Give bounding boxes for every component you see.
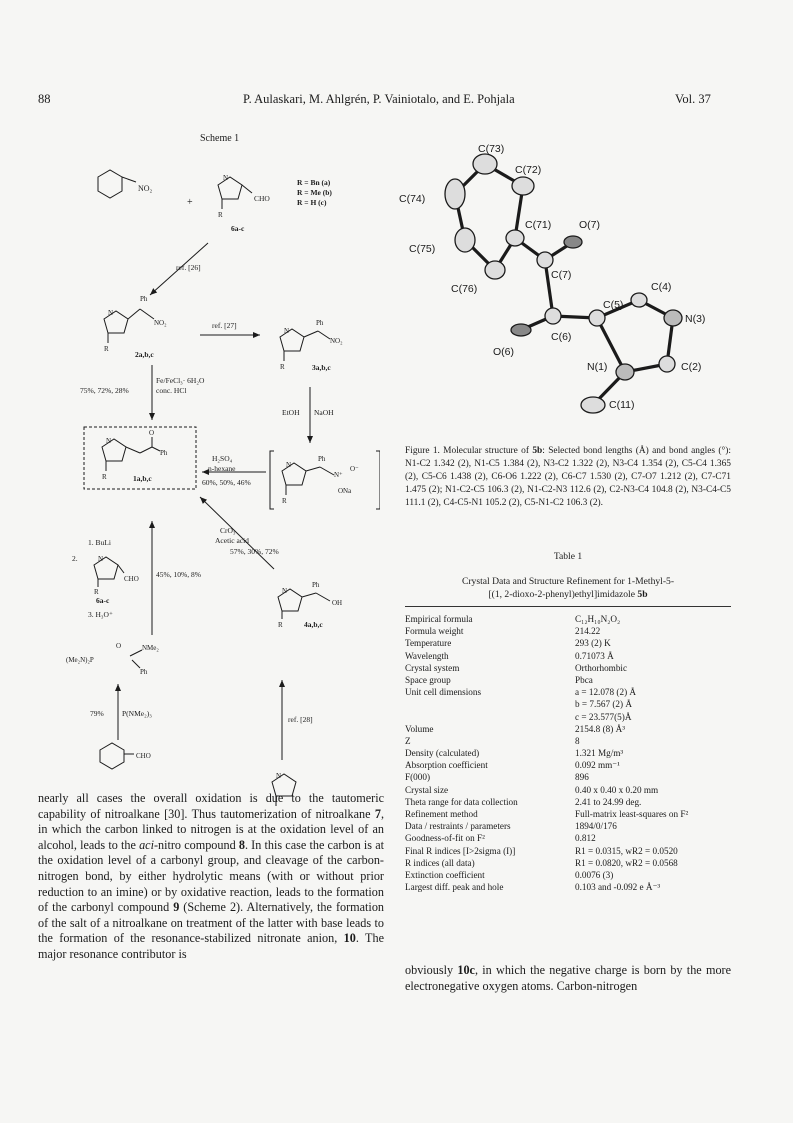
r-definition: R = Bn (a) — [297, 178, 331, 187]
table-row-value: 0.0076 (3) — [575, 869, 614, 880]
svg-text:N: N — [108, 309, 114, 317]
svg-text:O: O — [149, 429, 155, 437]
table-row-key: Crystal size — [405, 784, 449, 795]
svg-text:O(7): O(7) — [579, 219, 600, 231]
table-top-rule — [405, 606, 731, 607]
svg-text:ONa: ONa — [338, 487, 352, 495]
reagent-hcl: conc. HCl — [156, 386, 187, 395]
svg-text:R: R — [280, 363, 285, 371]
table-row-key: Empirical formula — [405, 614, 473, 624]
table-title: Crystal Data and Structure Refinement for 1-Methyl-5- [(1, 2-dioxo-2-phenyl)ethyl]imidazole 5b — [461, 576, 675, 600]
table-row-value: a = 12.078 (2) Å — [575, 687, 637, 698]
scheme-1-lower — [60, 640, 380, 775]
table-label: Table 1 — [553, 551, 583, 562]
svg-text:Ph: Ph — [140, 295, 148, 303]
fe-yield: 75%, 72%, 28% — [80, 386, 129, 395]
svg-text:O(6): O(6) — [493, 346, 514, 358]
reagent-naoh: NaOH — [314, 408, 334, 417]
phenylnitromethane-structure — [98, 170, 153, 198]
table-row-key: Space group — [405, 674, 451, 685]
ref-26-label: ref. [26] — [176, 263, 201, 272]
alcohol-4-structure — [278, 581, 342, 629]
running-authors: P. Aulaskari, M. Ahlgrén, P. Vainiotalo, and E. Pohjala — [243, 92, 515, 106]
svg-text:O⁻: O⁻ — [350, 465, 359, 473]
crystal-structure-figure — [395, 130, 740, 430]
scheme-title: Scheme 1 — [200, 133, 240, 144]
phosphonamide-structure — [66, 642, 159, 676]
svg-text:C(11): C(11) — [609, 399, 635, 411]
table-row-value: Orthorhombic — [575, 662, 628, 673]
svg-text:NO₂: NO₂ — [154, 319, 167, 327]
table-row-value: 896 — [575, 772, 589, 783]
table-row-value: 2154.8 (8) Å³ — [575, 723, 625, 734]
svg-text:C(71): C(71) — [525, 219, 552, 231]
svg-text:Ph: Ph — [140, 668, 148, 676]
table-row-value: 1894/0/176 — [575, 821, 617, 832]
svg-text:C(72): C(72) — [515, 164, 542, 176]
bonds — [455, 164, 673, 405]
table-row — [405, 797, 688, 809]
volume-label: Vol. 37 — [675, 92, 711, 106]
svg-text:NO₂: NO₂ — [330, 337, 343, 345]
svg-text:C(76): C(76) — [451, 283, 478, 295]
table-row-value: 8 — [575, 735, 580, 746]
svg-text:Ph: Ph — [318, 455, 326, 463]
table-row-value: Pbca — [575, 674, 593, 685]
table-row-value: 293 (2) K — [575, 638, 611, 649]
svg-text:R: R — [94, 588, 99, 596]
table-row-value: 0.103 and -0.092 e Å⁻³ — [575, 882, 661, 893]
svg-text:CHO: CHO — [124, 575, 139, 583]
table-row — [405, 626, 688, 638]
table-row-key: Density (calculated) — [405, 748, 480, 759]
reagent-pnme: P(NMe₂)₃ — [122, 709, 152, 718]
svg-text:C(2): C(2) — [681, 361, 702, 373]
table-row — [405, 663, 688, 675]
table-row — [405, 724, 688, 736]
scheme-1-diagram — [60, 125, 380, 645]
table-row — [405, 675, 688, 687]
svg-text:3a,b,c: 3a,b,c — [312, 363, 331, 372]
table-row-value: c = 23.577(5)Å — [575, 711, 632, 722]
table-row — [405, 785, 688, 797]
ref-28-label: ref. [28] — [288, 715, 313, 724]
r-definition: R = Me (b) — [297, 188, 332, 197]
imidazole-aldehyde-left-structure — [94, 555, 139, 605]
crystal-data-table — [405, 614, 731, 894]
table-row — [405, 614, 688, 626]
nitroalkene-2-structure — [104, 295, 167, 359]
svg-text:R: R — [104, 345, 109, 353]
table-row — [405, 846, 688, 858]
svg-text:C(74): C(74) — [399, 193, 426, 205]
h2so4-yield: 60%, 50%, 46% — [202, 478, 251, 487]
reagent-h2so4: H₂SO₄ — [212, 454, 233, 463]
yield-79: 79% — [90, 709, 104, 718]
table-row — [405, 687, 688, 699]
reagent-fe: Fe/FeCl₃· 6H₂O — [156, 376, 205, 385]
svg-text:R: R — [278, 621, 283, 629]
r-definition: R = H (c) — [297, 198, 327, 207]
svg-text:OH: OH — [332, 599, 343, 607]
table-row-key: Data / restraints / parameters — [405, 821, 511, 832]
svg-text:N⁺: N⁺ — [334, 471, 343, 479]
table-row — [405, 699, 688, 711]
table-row-key: Z — [405, 735, 411, 746]
svg-text:Ph: Ph — [316, 319, 324, 327]
table-row-value: 0.40 x 0.40 x 0.20 mm — [575, 784, 659, 795]
figure-caption: Figure 1. Molecular structure of 5b: Selected bond lengths (Å) and bond angles (°): N1-C2 1.342 (2), N1-C5 1.384 (2), N3-C2 1.322 (2), N3-C4 1.354 (2), C5-C4 1.365 (2), C5-C6 1.438 (2), C6-O6 1.222 (2), C6-C7 1.530 (2), C7-O7 1.212 (2), C7-C71 1.475 (2); N1-C2-C5 106.3 (2), N1-C2-N3 112.6 (2), C2-N3-C4 104.8 (2), N3-C4-C5 111.1 (2), C4-C5-N1 105.2 (2), C5-N1-C2 106.3 (2). — [405, 446, 731, 508]
reagent-hexane: n-hexane — [208, 464, 236, 473]
svg-text:C(4): C(4) — [651, 281, 672, 293]
reagent-cro3: CrO₃ — [220, 526, 236, 535]
table-row-key: Goodness-of-fit on F² — [405, 833, 485, 844]
table-row-key: Absorption coefficient — [405, 760, 488, 771]
table-row-key: Theta range for data collection — [405, 796, 518, 807]
table-row-value: 1.321 Mg/m³ — [575, 748, 624, 759]
svg-text:(Me₂N)₂P: (Me₂N)₂P — [66, 656, 94, 664]
table-row-value: 0.812 — [575, 833, 596, 844]
table-row-key — [405, 712, 575, 724]
table-row-key — [405, 699, 575, 711]
svg-text:1a,b,c: 1a,b,c — [133, 474, 152, 483]
right-column-text: obviously 10c, in which the negative charge is born by the more electronegative oxygen atoms. Carbon-nitrogen — [405, 963, 732, 993]
svg-text:N: N — [286, 461, 292, 469]
table-row — [405, 638, 688, 650]
svg-text:N: N — [284, 327, 290, 335]
svg-text:C(7): C(7) — [551, 269, 572, 281]
svg-text:N: N — [98, 555, 104, 563]
ref-27-label: ref. [27] — [212, 321, 237, 330]
svg-text:NO₂: NO₂ — [138, 184, 153, 193]
benzaldehyde-structure — [100, 743, 151, 769]
svg-text:N: N — [106, 437, 112, 445]
svg-text:C(6): C(6) — [551, 331, 572, 343]
table-row-value: C₁₂H₁₀N₂O₂ — [575, 614, 621, 624]
step-3: 3. H₃O⁺ — [88, 610, 113, 619]
atom-labels — [399, 143, 705, 411]
svg-text:4a,b,c: 4a,b,c — [304, 620, 323, 629]
svg-text:NMe₂: NMe₂ — [142, 644, 159, 652]
table-row-key: Temperature — [405, 638, 452, 649]
table-row — [405, 809, 688, 821]
svg-text:O: O — [116, 642, 122, 650]
table-row-key: Largest diff. peak and hole — [405, 882, 504, 893]
nitroalkane-3-structure — [280, 319, 343, 372]
nitronate-salt-structure — [270, 451, 380, 509]
table-row-value: b = 7.567 (2) Å — [575, 699, 632, 710]
svg-text:N: N — [276, 772, 282, 780]
svg-text:CHO: CHO — [254, 194, 270, 203]
table-row-value: Full-matrix least-squares on F² — [575, 809, 689, 819]
left-column-text: nearly all cases the overall oxidation is due to the tautomeric capability of nitroalkane [30]. Thus tautomerization of nitroalkane 7, in which the carbon linked to nitrogen is at the oxidation level of an alcohol, leads to the aci-nitro compound 8. In this case the carbon is at the oxidation level of a carbonyl group, and cleavage of the carbon-nitrogen bond, by either hydrolytic means (with or without prior reduction to an imine) or by oxidative reaction, leads to the formation of the carbonyl compound 9 (Scheme 2). Alternatively, the formation of the salt of a nitroalkane on treatment of the latter with base leads to the formation of the resonance-stabilized nitronate anion, 10. The major resonance contributor is — [38, 791, 385, 961]
table-row — [405, 821, 688, 833]
table-row-value: R1 = 0.0820, wR2 = 0.0568 — [575, 857, 678, 868]
table-row — [405, 748, 688, 760]
svg-text:C(75): C(75) — [409, 243, 436, 255]
svg-text:C(73): C(73) — [478, 143, 505, 155]
step-2: 2. — [72, 554, 78, 563]
table-row-key: Unit cell dimensions — [405, 687, 482, 698]
atom-ellipsoids — [445, 154, 682, 413]
svg-text:R: R — [102, 473, 107, 481]
reagent-etoh: EtOH — [282, 408, 300, 417]
table-row — [405, 882, 688, 894]
svg-text:6a-c: 6a-c — [231, 224, 245, 233]
reagent-acetic: Acetic acid — [215, 536, 249, 545]
table-row-key: Formula weight — [405, 626, 464, 637]
table-row-key: Extinction coefficient — [405, 869, 485, 880]
svg-text:C(5): C(5) — [603, 299, 624, 311]
table-row — [405, 760, 688, 772]
table-row-key: R indices (all data) — [405, 857, 475, 868]
table-row — [405, 772, 688, 784]
svg-text:Ph: Ph — [312, 581, 320, 589]
table-row-value: 214.22 — [575, 626, 601, 637]
table-row-value: R1 = 0.0315, wR2 = 0.0520 — [575, 845, 678, 856]
svg-text:N: N — [223, 174, 229, 182]
table-row — [405, 712, 688, 724]
table-row-value: 0.71073 Å — [575, 650, 614, 661]
table-row — [405, 833, 688, 845]
page-number: 88 — [38, 92, 51, 106]
svg-text:6a-c: 6a-c — [96, 596, 110, 605]
svg-text:2a,b,c: 2a,b,c — [135, 350, 154, 359]
ketone-1-structure — [102, 429, 168, 483]
table-row — [405, 870, 688, 882]
table-row-key: Volume — [405, 723, 434, 734]
yield-45: 45%, 10%, 8% — [156, 570, 201, 579]
svg-text:R: R — [218, 211, 223, 219]
imidazole-aldehyde-structure — [218, 174, 270, 233]
plus-sign: + — [187, 197, 193, 208]
cro3-yield: 57%, 30%, 72% — [230, 547, 279, 556]
table-row-value: 2.41 to 24.99 deg. — [575, 796, 642, 807]
svg-text:N(3): N(3) — [685, 313, 706, 325]
svg-text:R: R — [282, 497, 287, 505]
table-row — [405, 736, 688, 748]
svg-text:Ph: Ph — [160, 449, 168, 457]
svg-text:N(1): N(1) — [587, 361, 608, 373]
svg-text:CHO: CHO — [136, 752, 151, 760]
table-row-key: Refinement method — [405, 809, 478, 819]
table-row-key: Crystal system — [405, 662, 460, 673]
table-row-key: Wavelength — [405, 650, 449, 661]
table-row — [405, 858, 688, 870]
table-row-key: F(000) — [405, 772, 431, 783]
step-1: 1. BuLi — [88, 538, 111, 547]
table-row — [405, 651, 688, 663]
svg-text:N: N — [282, 587, 288, 595]
table-row-value: 0.092 mm⁻¹ — [575, 760, 620, 771]
table-row-key: Final R indices [I>2sigma (I)] — [405, 845, 516, 856]
